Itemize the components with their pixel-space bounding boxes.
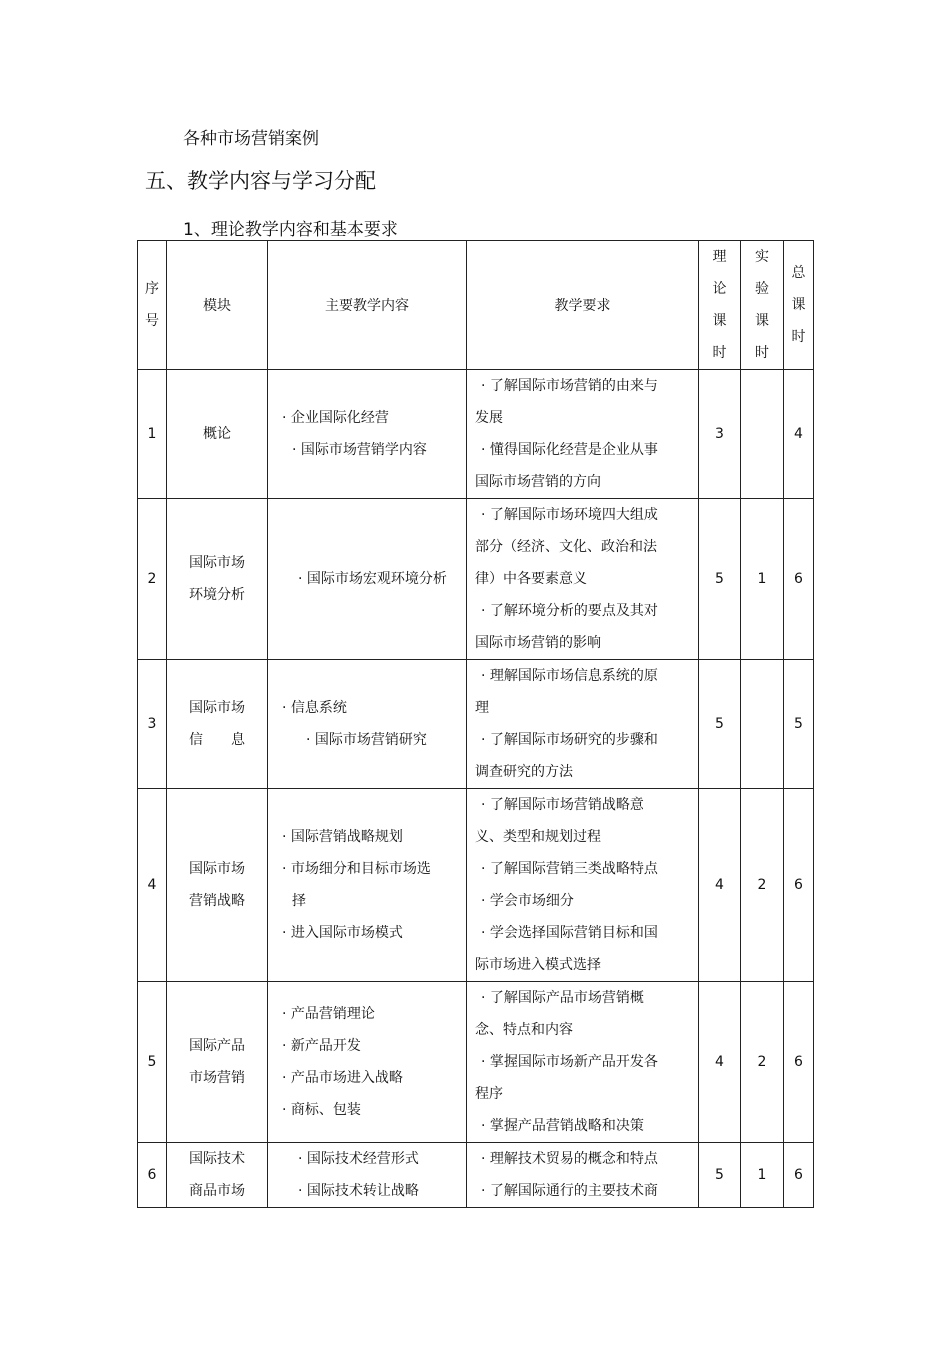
requirement-cell-line: · 了解国际市场营销的由来与 xyxy=(481,378,658,394)
content-cell-line: · 市场细分和目标市场选 xyxy=(282,861,431,877)
header-no xyxy=(138,241,167,370)
header-total-hours xyxy=(784,241,814,370)
requirement-cell xyxy=(467,1143,699,1208)
module-cell xyxy=(167,1143,268,1208)
h-lab-text: 实 验 课 时 xyxy=(755,249,769,361)
module-cell-line: 国际市场 xyxy=(189,861,245,877)
teaching-plan-table xyxy=(137,240,814,1208)
module-cell-line: 国际市场 xyxy=(189,555,245,571)
requirement-cell-line: 际市场进入模式选择 xyxy=(475,957,601,973)
requirement-cell-line: · 理解技术贸易的概念和特点 xyxy=(481,1151,658,1167)
lab-hours-cell xyxy=(741,370,784,499)
content-cell xyxy=(268,660,467,789)
module-cell xyxy=(167,370,268,499)
theory-hours-cell: 5 xyxy=(699,660,741,789)
module-cell-line: 国际技术 xyxy=(189,1151,245,1167)
theory-hours-cell: 4 xyxy=(699,789,741,982)
content-cell xyxy=(268,982,467,1143)
total-hours-cell: 6 xyxy=(784,499,814,660)
requirement-cell-line: · 了解国际营销三类战略特点 xyxy=(481,861,658,877)
requirement-cell-line: 念、特点和内容 xyxy=(475,1022,573,1038)
content-cell-line: · 国际市场宏观环境分析 xyxy=(298,571,447,587)
requirement-cell-line: 义、类型和规划过程 xyxy=(475,829,601,845)
module-cell xyxy=(167,789,268,982)
intro-line: 各种市场营销案例 xyxy=(183,129,319,149)
lab-hours-cell: 2 xyxy=(741,789,784,982)
content-cell-line: · 产品市场进入战略 xyxy=(282,1070,403,1086)
requirement-cell-line: · 懂得国际化经营是企业从事 xyxy=(481,442,658,458)
requirement-cell xyxy=(467,499,699,660)
content-cell xyxy=(268,789,467,982)
content-cell-line: · 国际技术转让战略 xyxy=(298,1183,419,1199)
requirement-cell xyxy=(467,660,699,789)
lab-hours-cell: 1 xyxy=(741,499,784,660)
section-title: 五、教学内容与学习分配 xyxy=(145,169,376,193)
module-cell-line: 营销战略 xyxy=(189,893,245,909)
row-number: 2 xyxy=(138,499,167,660)
module-cell-line: 概论 xyxy=(203,426,231,442)
row-number: 6 xyxy=(138,1143,167,1208)
requirement-cell-line: · 理解国际市场信息系统的原 xyxy=(481,668,658,684)
requirement-cell-line: · 学会市场细分 xyxy=(481,893,574,909)
module-cell-line: 国际产品 xyxy=(189,1038,245,1054)
content-cell-line: · 新产品开发 xyxy=(282,1038,361,1054)
content-cell xyxy=(268,370,467,499)
lab-hours-cell: 2 xyxy=(741,982,784,1143)
table-row xyxy=(138,370,814,499)
requirement-cell-line: · 了解国际产品市场营销概 xyxy=(481,990,644,1006)
content-cell xyxy=(268,499,467,660)
table-row xyxy=(138,1143,814,1208)
h-theory-text: 理 论 课 时 xyxy=(712,249,727,361)
content-cell-line: · 商标、包装 xyxy=(282,1102,361,1118)
requirement-cell-line: · 学会选择国际营销目标和国 xyxy=(481,925,658,941)
total-hours-cell: 6 xyxy=(784,982,814,1143)
header-content: 主要教学内容 xyxy=(268,241,467,370)
header-requirement: 教学要求 xyxy=(467,241,699,370)
requirement-cell xyxy=(467,789,699,982)
requirement-cell-line: 部分（经济、文化、政治和法 xyxy=(475,539,657,555)
requirement-cell-line: · 了解国际市场研究的步骤和 xyxy=(481,732,658,748)
requirement-cell-line: · 了解国际市场环境四大组成 xyxy=(481,507,658,523)
requirement-cell-line: 理 xyxy=(475,700,489,716)
module-cell xyxy=(167,499,268,660)
requirement-cell-line: · 了解环境分析的要点及其对 xyxy=(481,603,658,619)
requirement-cell-line: 律）中各要素意义 xyxy=(475,571,587,587)
module-cell-line: 信 息 xyxy=(189,732,245,748)
lab-hours-cell: 1 xyxy=(741,1143,784,1208)
row-number: 5 xyxy=(138,982,167,1143)
content-cell-line: · 国际市场营销研究 xyxy=(306,732,427,748)
h-total-text: 总 课 时 xyxy=(791,265,806,345)
requirement-cell-line: 国际市场营销的影响 xyxy=(475,635,601,651)
total-hours-cell: 5 xyxy=(784,660,814,789)
content-cell-line: 择 xyxy=(292,893,306,909)
header-lab-hours xyxy=(741,241,784,370)
theory-hours-cell: 5 xyxy=(699,499,741,660)
requirement-cell-line: 国际市场营销的方向 xyxy=(475,474,601,490)
requirement-cell-line: · 掌握国际市场新产品开发各 xyxy=(481,1054,658,1070)
header-theory-hours xyxy=(699,241,741,370)
total-hours-cell: 4 xyxy=(784,370,814,499)
module-cell-line: 商品市场 xyxy=(189,1183,245,1199)
total-hours-cell: 6 xyxy=(784,1143,814,1208)
content-cell-line: · 国际营销战略规划 xyxy=(282,829,403,845)
module-cell xyxy=(167,660,268,789)
requirement-cell-line: · 掌握产品营销战略和决策 xyxy=(481,1118,644,1134)
requirement-cell-line: 发展 xyxy=(475,410,503,426)
requirement-cell-line: · 了解国际市场营销战略意 xyxy=(481,797,644,813)
module-cell xyxy=(167,982,268,1143)
content-cell-line: · 进入国际市场模式 xyxy=(282,925,403,941)
theory-hours-cell: 3 xyxy=(699,370,741,499)
module-cell-line: 市场营销 xyxy=(189,1070,245,1086)
total-hours-cell: 6 xyxy=(784,789,814,982)
requirement-cell xyxy=(467,982,699,1143)
table-row xyxy=(138,660,814,789)
row-number: 4 xyxy=(138,789,167,982)
content-cell-line: · 产品营销理论 xyxy=(282,1006,375,1022)
module-cell-line: 国际市场 xyxy=(189,700,245,716)
table-row xyxy=(138,982,814,1143)
requirement-cell-line: 程序 xyxy=(475,1086,503,1102)
requirement-cell-line: 调查研究的方法 xyxy=(475,764,573,780)
row-number: 3 xyxy=(138,660,167,789)
content-cell-line: · 国际市场营销学内容 xyxy=(292,442,427,458)
requirement-cell xyxy=(467,370,699,499)
lab-hours-cell xyxy=(741,660,784,789)
content-cell-line: · 国际技术经营形式 xyxy=(298,1151,419,1167)
theory-hours-cell: 5 xyxy=(699,1143,741,1208)
table-row xyxy=(138,789,814,982)
subsection-title: 1、理论教学内容和基本要求 xyxy=(183,220,398,240)
theory-hours-cell: 4 xyxy=(699,982,741,1143)
content-cell xyxy=(268,1143,467,1208)
content-cell-line: · 企业国际化经营 xyxy=(282,410,389,426)
module-cell-line: 环境分析 xyxy=(189,587,245,603)
requirement-cell-line: · 了解国际通行的主要技术商 xyxy=(481,1183,658,1199)
table-row xyxy=(138,499,814,660)
table-header-row xyxy=(138,241,814,370)
row-number: 1 xyxy=(138,370,167,499)
h-no-text: 序 号 xyxy=(145,281,159,329)
header-module: 模块 xyxy=(167,241,268,370)
content-cell-line: · 信息系统 xyxy=(282,700,347,716)
